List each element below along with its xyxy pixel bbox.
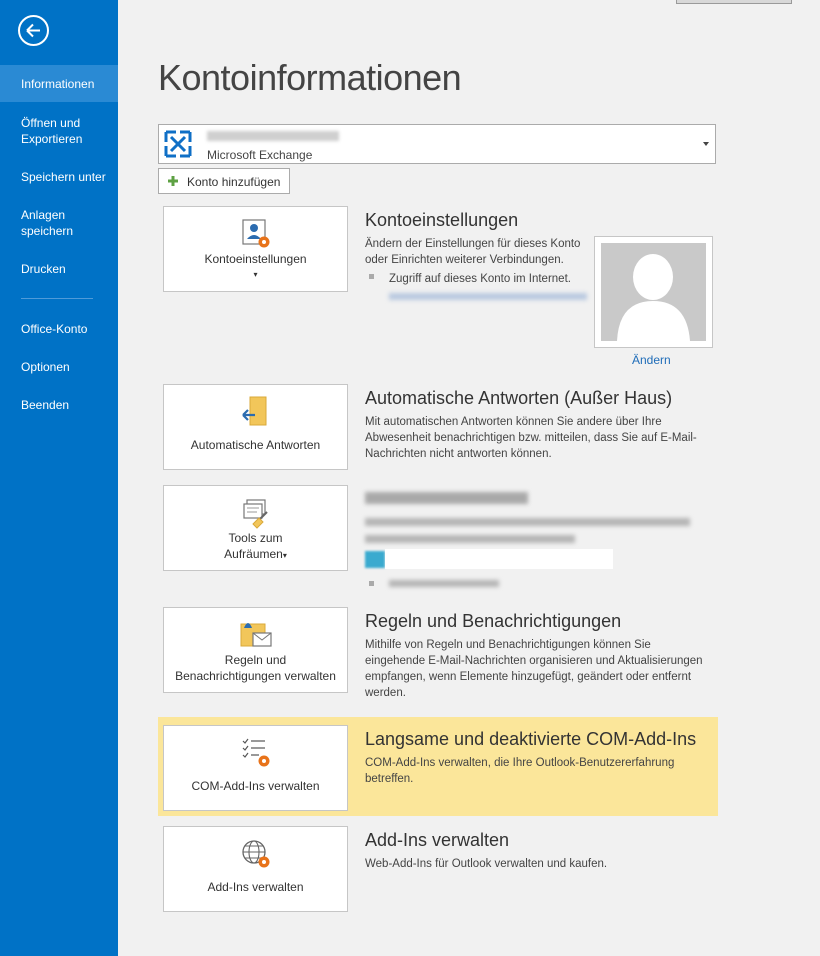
- com-addins-tile[interactable]: [163, 725, 348, 811]
- nav-speichern-unter[interactable]: Speichern unter: [21, 170, 106, 184]
- cleanup-desc-redacted-1: [365, 518, 690, 526]
- page-title: Kontoinformationen: [158, 57, 462, 98]
- account-settings-description: Ändern der Einstellungen für dieses Konto oder Einrichten weiterer Verbindungen.: [365, 238, 581, 266]
- auto-replies-tile-label: Automatische Antworten: [190, 438, 321, 452]
- com-addins-tile-label: COM-Add-Ins verwalten: [191, 779, 320, 793]
- rules-tile-label-1: Regeln und: [224, 653, 287, 667]
- nav-anlagen-speichern[interactable]: Anlagen speichern: [21, 208, 74, 238]
- mailbox-quota-bar-track: [385, 549, 613, 569]
- cleanup-tools-icon: [239, 498, 273, 532]
- cleanup-tools-tile[interactable]: [163, 485, 348, 571]
- bullet-icon: [369, 274, 374, 279]
- web-access-text: Zugriff auf dieses Konto im Internet.: [389, 273, 571, 285]
- rules-alerts-tile[interactable]: [163, 607, 348, 693]
- plus-icon: [167, 175, 179, 187]
- rules-alerts-icon: [239, 618, 273, 652]
- add-account-label: Konto hinzufügen: [187, 175, 281, 189]
- rules-title: Regeln und Benachrichtigungen: [365, 611, 622, 631]
- chevron-down-icon: ▾: [282, 551, 287, 560]
- chevron-down-icon[interactable]: [703, 142, 709, 146]
- cleanup-tools-tile-label-1: Tools zum: [228, 531, 283, 545]
- com-addins-description: COM-Add-Ins verwalten, die Ihre Outlook-Benutzererfahrung betreffen.: [365, 757, 675, 785]
- auto-replies-description: Mit automatischen Antworten können Sie andere über Ihre Abwesenheit benachrichtigen bzw. mitteilen, dass Sie auf E-Mail-Nachrichten nicht antworten können.: [365, 416, 697, 460]
- nav-drucken[interactable]: Drucken: [21, 262, 66, 276]
- nav-separator: [21, 298, 93, 299]
- back-button[interactable]: [18, 15, 49, 46]
- web-addins-description: Web-Add-Ins für Outlook verwalten und kaufen.: [365, 858, 608, 870]
- bullet-icon: [369, 581, 374, 586]
- nav-oeffnen-exportieren[interactable]: Öffnen und Exportieren: [21, 116, 83, 146]
- web-addins-title: Add-Ins verwalten: [365, 830, 510, 850]
- account-email-redacted: [207, 131, 339, 141]
- change-photo-link[interactable]: Ändern: [632, 353, 671, 367]
- account-settings-tile-label: Kontoeinstellungen: [204, 252, 307, 266]
- account-settings-tile[interactable]: [163, 206, 348, 292]
- profile-photo: [594, 236, 713, 348]
- backstage-sidebar: [0, 0, 118, 956]
- nav-office-konto[interactable]: Office-Konto: [21, 322, 88, 336]
- cleanup-quota-text-redacted: [389, 580, 499, 587]
- com-addins-title: Langsame und deaktivierte COM-Add-Ins: [365, 729, 697, 749]
- window-edge-strip: [676, 0, 792, 4]
- rules-tile-label-2: Benachrichtigungen verwalten: [175, 669, 336, 683]
- account-settings-title: Kontoeinstellungen: [365, 210, 519, 230]
- com-addins-icon: [239, 736, 273, 770]
- nav-informationen[interactable]: Informationen: [0, 65, 118, 102]
- avatar-placeholder-icon: [601, 243, 706, 341]
- exchange-logo-icon: [163, 129, 193, 159]
- web-addins-tile[interactable]: [163, 826, 348, 912]
- globe-gear-icon: [239, 837, 273, 871]
- auto-reply-icon: [239, 395, 273, 429]
- nav-beenden[interactable]: Beenden: [21, 398, 70, 412]
- back-arrow-icon: [25, 22, 42, 39]
- account-type: Microsoft Exchange: [207, 148, 313, 162]
- web-access-link-redacted[interactable]: [389, 293, 587, 300]
- account-settings-icon: [239, 217, 273, 251]
- chevron-down-icon: ▾: [253, 270, 258, 279]
- account-selector[interactable]: [158, 124, 716, 164]
- auto-replies-title: Automatische Antworten (Außer Haus): [365, 388, 673, 408]
- mailbox-quota-bar-redacted: [365, 551, 385, 568]
- auto-replies-tile[interactable]: [163, 384, 348, 470]
- cleanup-desc-redacted-2: [365, 535, 575, 543]
- rules-description: Mithilfe von Regeln und Benachrichtigungen können Sie eingehende E-Mail-Nachrichten organisieren und Aktualisierungen empfangen, wenn Elemente hinzugefügt, geändert oder entfernt werden.: [365, 639, 703, 699]
- cleanup-tools-tile-label-2: Aufräumen▾: [224, 547, 287, 561]
- add-account-button[interactable]: [158, 168, 290, 194]
- cleanup-title-redacted: [365, 492, 528, 504]
- nav-optionen[interactable]: Optionen: [21, 360, 70, 374]
- web-addins-tile-label: Add-Ins verwalten: [207, 880, 304, 894]
